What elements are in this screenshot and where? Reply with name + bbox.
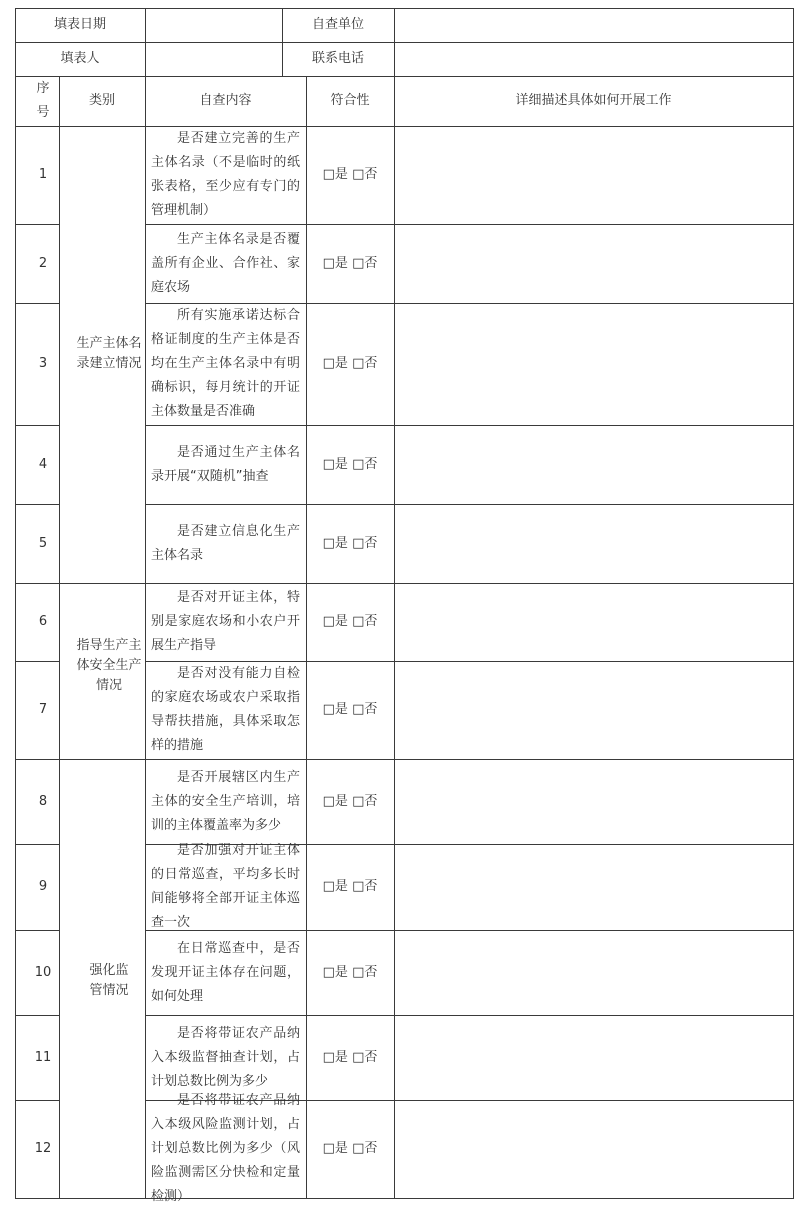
yes-checkbox[interactable]: □是 bbox=[322, 614, 348, 629]
inspection-item-text: 是否将带证农产品纳入本级风险监测计划，占计划总数比例为多少（风险监测需区分快检和定量检测） bbox=[151, 1093, 300, 1204]
yes-checkbox[interactable]: □是 bbox=[322, 167, 348, 182]
inspection-item bbox=[145, 425, 306, 504]
inspection-item bbox=[145, 224, 306, 303]
inspection-item-text: 是否将带证农产品纳入本级监督抽查计划，占计划总数比例为多少 bbox=[151, 1025, 300, 1089]
row-number: 2 bbox=[38, 255, 48, 271]
row-number: 4 bbox=[38, 456, 48, 472]
inspection-item-text: 是否对开证主体，特别是家庭农场和小农户开展生产指导 bbox=[151, 590, 300, 653]
inspection-item bbox=[145, 583, 306, 661]
grid-line bbox=[793, 8, 794, 1199]
inspection-item-text: 是否建立信息化生产主体名录 bbox=[151, 523, 300, 563]
detail-field[interactable] bbox=[394, 759, 793, 844]
compliance-choice bbox=[306, 759, 394, 844]
yes-checkbox[interactable]: □是 bbox=[322, 356, 348, 371]
row-number: 9 bbox=[38, 879, 48, 894]
no-checkbox[interactable]: □否 bbox=[352, 255, 378, 271]
yes-checkbox[interactable]: □是 bbox=[322, 964, 348, 980]
yes-checkbox[interactable]: □是 bbox=[322, 879, 348, 894]
inspection-item bbox=[145, 504, 306, 583]
yes-checkbox[interactable]: □是 bbox=[322, 1141, 348, 1156]
no-checkbox[interactable]: □否 bbox=[352, 614, 378, 629]
row-number: 10 bbox=[34, 964, 52, 980]
inspection-item bbox=[145, 759, 306, 844]
inspection-item bbox=[145, 303, 306, 425]
detail-field[interactable] bbox=[394, 930, 793, 1015]
detail-field[interactable] bbox=[394, 1100, 793, 1198]
filler-value[interactable] bbox=[145, 42, 282, 76]
grid-line bbox=[59, 759, 145, 760]
grid-line bbox=[59, 76, 60, 1198]
detail-field[interactable] bbox=[394, 224, 793, 303]
compliance-choice bbox=[306, 844, 394, 930]
inspection-item bbox=[145, 844, 306, 930]
inspection-item bbox=[145, 930, 306, 1015]
inspection-item bbox=[145, 1015, 306, 1100]
detail-field[interactable] bbox=[394, 504, 793, 583]
compliance-choice bbox=[306, 504, 394, 583]
inspection-unit-value[interactable] bbox=[394, 8, 793, 42]
inspection-item bbox=[145, 661, 306, 759]
no-checkbox[interactable]: □否 bbox=[352, 702, 378, 717]
compliance-choice bbox=[306, 1015, 394, 1100]
column-header-category: 类别 bbox=[88, 93, 115, 108]
inspection-item-text: 是否对没有能力自检的家庭农场或农户采取指导帮扶措施，具体采取怎样的措施 bbox=[151, 666, 300, 753]
yes-checkbox[interactable]: □是 bbox=[322, 255, 348, 271]
inspection-item-text: 是否加强对开证主体的日常巡查，平均多长时间能够将全部开证主体巡查一次 bbox=[151, 843, 300, 930]
detail-field[interactable] bbox=[394, 425, 793, 504]
inspection-item-text: 在日常巡查中，是否发现开证主体存在问题，如何处理 bbox=[151, 940, 300, 1004]
yes-checkbox[interactable]: □是 bbox=[322, 535, 348, 551]
compliance-choice bbox=[306, 583, 394, 661]
compliance-choice bbox=[306, 661, 394, 759]
no-checkbox[interactable]: □否 bbox=[352, 167, 378, 182]
detail-field[interactable] bbox=[394, 1015, 793, 1100]
inspection-item-text: 是否开展辖区内生产主体的安全生产培训，培训的主体覆盖率为多少 bbox=[151, 769, 300, 833]
row-number: 8 bbox=[38, 793, 48, 809]
category-label: 生产主体名录建立情况 bbox=[76, 336, 142, 371]
yes-checkbox[interactable]: □是 bbox=[322, 456, 348, 472]
fill-date-label: 填表日期 bbox=[53, 17, 106, 32]
row-number: 7 bbox=[38, 702, 48, 717]
detail-field[interactable] bbox=[394, 126, 793, 224]
grid-line bbox=[15, 8, 16, 1199]
no-checkbox[interactable]: □否 bbox=[352, 456, 378, 472]
compliance-choice bbox=[306, 930, 394, 1015]
yes-checkbox[interactable]: □是 bbox=[322, 793, 348, 809]
compliance-choice bbox=[306, 1100, 394, 1198]
grid-line bbox=[59, 583, 145, 584]
row-number: 11 bbox=[34, 1049, 52, 1065]
no-checkbox[interactable]: □否 bbox=[352, 535, 378, 551]
no-checkbox[interactable]: □否 bbox=[352, 1141, 378, 1156]
detail-field[interactable] bbox=[394, 583, 793, 661]
inspection-item bbox=[145, 1093, 306, 1204]
row-number: 3 bbox=[38, 356, 48, 371]
row-number: 1 bbox=[38, 167, 48, 182]
inspection-item-text: 是否建立完善的生产主体名录（不是临时的纸张表格，至少应有专门的管理机制） bbox=[151, 131, 300, 218]
detail-field[interactable] bbox=[394, 661, 793, 759]
category-label: 强化监管情况 bbox=[89, 963, 129, 998]
column-header-detail: 详细描述具体如何开展工作 bbox=[515, 93, 672, 108]
inspection-unit-label: 自查单位 bbox=[311, 17, 364, 32]
column-header-no: 序号 bbox=[36, 81, 50, 120]
no-checkbox[interactable]: □否 bbox=[352, 1049, 378, 1065]
compliance-choice bbox=[306, 425, 394, 504]
compliance-choice bbox=[306, 303, 394, 425]
row-number: 6 bbox=[38, 614, 48, 629]
row-number: 12 bbox=[34, 1141, 52, 1156]
compliance-choice bbox=[306, 126, 394, 224]
phone-label: 联系电话 bbox=[311, 51, 364, 66]
grid-line bbox=[15, 1198, 793, 1199]
no-checkbox[interactable]: □否 bbox=[352, 879, 378, 894]
compliance-choice bbox=[306, 224, 394, 303]
inspection-item-text: 生产主体名录是否覆盖所有企业、合作社、家庭农场 bbox=[151, 231, 300, 295]
column-header-compliance: 符合性 bbox=[330, 93, 370, 108]
no-checkbox[interactable]: □否 bbox=[352, 793, 378, 809]
category-label: 指导生产主体安全生产情况 bbox=[76, 638, 142, 693]
row-number: 5 bbox=[38, 535, 48, 551]
detail-field[interactable] bbox=[394, 303, 793, 425]
yes-checkbox[interactable]: □是 bbox=[322, 702, 348, 717]
yes-checkbox[interactable]: □是 bbox=[322, 1049, 348, 1065]
inspection-item bbox=[145, 126, 306, 224]
fill-date-value[interactable] bbox=[145, 8, 282, 42]
no-checkbox[interactable]: □否 bbox=[352, 964, 378, 980]
column-header-content: 自查内容 bbox=[199, 93, 252, 108]
phone-value[interactable] bbox=[394, 42, 793, 76]
no-checkbox[interactable]: □否 bbox=[352, 356, 378, 371]
filler-label: 填表人 bbox=[60, 51, 100, 66]
inspection-item-text: 是否通过生产主体名录开展“双随机”抽查 bbox=[151, 444, 300, 484]
detail-field[interactable] bbox=[394, 844, 793, 930]
inspection-item-text: 所有实施承诺达标合格证制度的生产主体是否均在生产主体名录中有明确标识，每月统计的开证主体数量是否准确 bbox=[151, 308, 300, 419]
